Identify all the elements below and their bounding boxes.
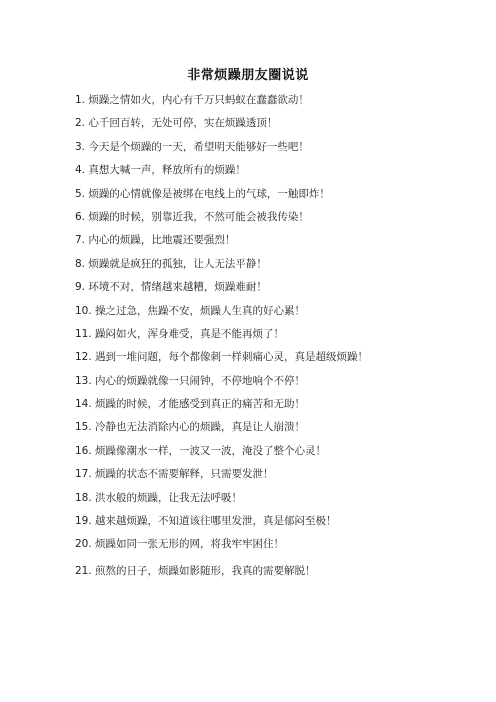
list-item (75, 466, 475, 489)
list-item-text: 内心的烦躁就像一只闹钟，不停地响个不停！ (95, 374, 306, 387)
list-item (75, 186, 475, 209)
list-item (75, 115, 475, 138)
list-item (75, 373, 475, 396)
list-item-text: 煎熬的日子，烦躁如影随形，我真的需要解脱！ (95, 564, 316, 577)
list-item-text: 烦躁的时候，才能感受到真正的痛苦和无助！ (95, 398, 306, 411)
list-item-text: 操之过急，焦躁不安，烦躁人生真的好心累！ (95, 304, 306, 317)
list-item-number: 16. (75, 444, 92, 457)
list-item (75, 513, 475, 536)
list-item (75, 490, 475, 513)
list-item (75, 536, 475, 559)
list-item-text: 内心的烦躁，比地震还要强烈！ (88, 234, 236, 247)
list-item-number: 1. (75, 94, 86, 106)
list-item (75, 349, 475, 372)
list-item-number: 20. (75, 538, 92, 551)
list-item-text: 遇到一堆问题，每个都像刺一样刺痛心灵，真是超级烦躁！ (95, 351, 369, 364)
list-item-number: 11. (75, 327, 92, 340)
list-item-text: 烦躁的心情就像是被绑在电线上的气球，一触即炸！ (88, 187, 330, 200)
list-item-number: 10. (75, 304, 92, 317)
list-item (75, 563, 475, 586)
list-item-number: 18. (75, 491, 92, 504)
list-item-text: 烦躁之情如火，内心有千万只蚂蚁在蠢蠢欲动！ (88, 94, 309, 106)
list-item-text: 环境不对，情绪越来越糟，烦躁难耐！ (88, 281, 267, 294)
list-item (75, 162, 475, 185)
list-item (75, 139, 475, 162)
document-title: 非常烦躁朋友圈说说 (187, 68, 309, 83)
list-item-number: 3. (75, 140, 86, 153)
list-item-text: 今天是个烦躁的一天，希望明天能够好一些吧！ (88, 140, 309, 153)
list-item (75, 396, 475, 419)
list-item-text: 真想大喊一声，释放所有的烦躁！ (88, 164, 246, 177)
list-item-number: 4. (75, 164, 86, 177)
list-item-number: 14. (75, 398, 92, 411)
list-item-number: 8. (75, 257, 86, 270)
list-item-text: 洪水般的烦躁，让我无法呼吸！ (95, 491, 243, 504)
list-item (75, 443, 475, 466)
list-item-number: 7. (75, 234, 86, 247)
saying-list (75, 92, 475, 586)
list-item-text: 越来越烦躁，不知道该往哪里发泄，真是郁闷至极！ (95, 515, 337, 528)
list-item-text: 烦躁就是疯狂的孤独，让人无法平静！ (88, 257, 267, 270)
list-item-number: 2. (75, 117, 86, 130)
list-item-number: 12. (75, 351, 92, 364)
list-item-number: 13. (75, 374, 92, 387)
list-item (75, 232, 475, 255)
list-item-text: 躁闷如火，浑身难受，真是不能再烦了！ (95, 327, 285, 340)
list-item-number: 19. (75, 515, 92, 528)
list-item-text: 心千回百转，无处可停，实在烦躁透顶！ (88, 117, 278, 130)
list-item (75, 419, 475, 442)
list-item (75, 92, 475, 115)
list-item (75, 209, 475, 232)
list-item-text: 烦躁的状态不需要解释，只需要发泄！ (95, 468, 274, 481)
list-item-number: 21. (75, 564, 92, 577)
list-item-number: 15. (75, 421, 92, 434)
list-item-text: 烦躁的时候，别靠近我，不然可能会被我传染！ (88, 210, 309, 223)
list-item (75, 256, 475, 279)
list-item (75, 279, 475, 302)
list-item-text: 烦躁如同一张无形的网，将我牢牢困住！ (95, 538, 285, 551)
list-item (75, 326, 475, 349)
list-item-number: 9. (75, 281, 86, 294)
list-item-text: 烦躁像潮水一样，一波又一波，淹没了整个心灵！ (95, 444, 327, 457)
list-item-text: 冷静也无法消除内心的烦躁，真是让人崩溃！ (95, 421, 306, 434)
list-item-number: 5. (75, 187, 86, 200)
list-item-number: 17. (75, 468, 92, 481)
list-item (75, 303, 475, 326)
list-item-number: 6. (75, 210, 86, 223)
